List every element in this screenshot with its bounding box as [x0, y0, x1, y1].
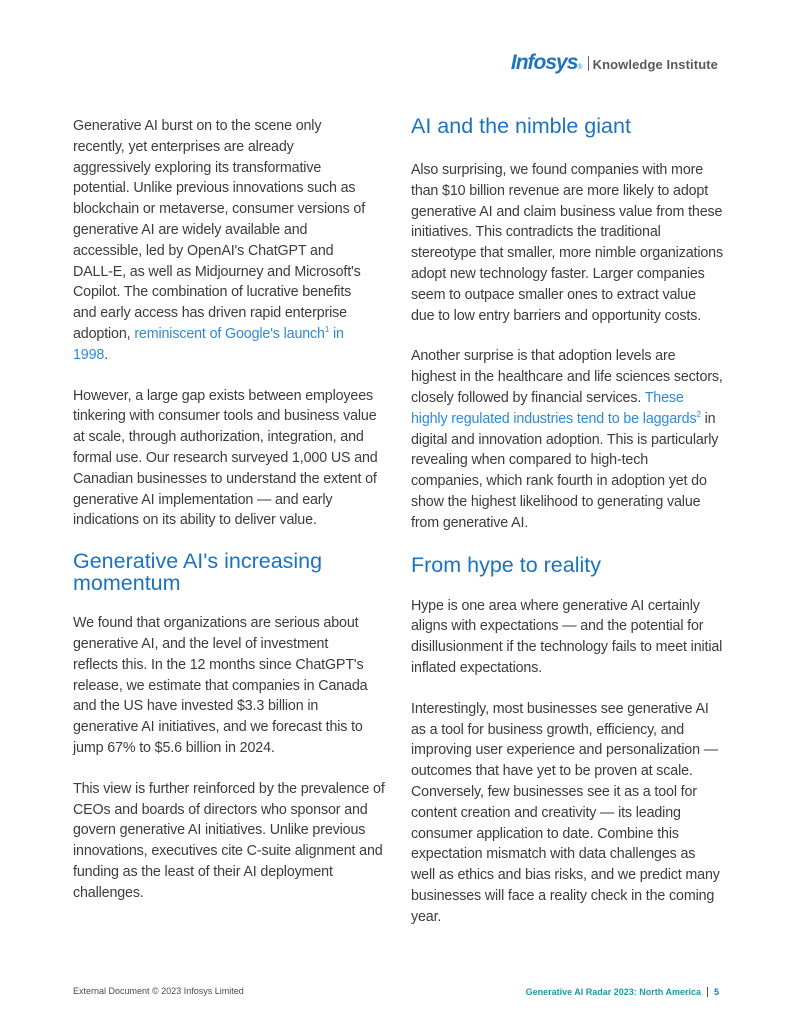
- sectors-paragraph: [411, 346, 723, 533]
- report-title: Generative AI Radar 2023: North America: [525, 987, 701, 997]
- logo-registered: ®: [577, 64, 583, 71]
- intro-paragraph: [73, 116, 373, 366]
- right-column: [411, 116, 723, 928]
- sectors-text-end: in digital and innovation adoption. This is particularly revealing when compared to high-tech companies, which rank fourth in adoption yet do show the highest likelihood to generating value from generative AI.: [411, 410, 719, 531]
- page-footer: [526, 987, 719, 997]
- gap-paragraph: However, a large gap exists between employees tinkering with consumer tools and business value at scale, through authorization, integration, and formal use. Our research surveyed 1,000 US and Canadian businesses to understand the extent of generative AI implementation — and early indications on its ability to deliver value.: [73, 387, 378, 529]
- businesses-paragraph: Interestingly, most businesses see generative AI as a tool for business growth, efficiency, and improving user experience and personalization — outcomes that have yet to be proven at scale. Conversely, few businesses see it as a tool for content creation and creativity — its leading consumer application to date. Combine this expectation mismatch with data challenges as well as ethics and bias risks, and we predict many businesses will face a reality check in the coming year.: [411, 700, 720, 925]
- logo-divider: [588, 56, 589, 71]
- hype-heading: From hype to reality: [411, 552, 601, 577]
- hype-paragraph: Hype is one area where generative AI certainly aligns with expectations — and the potential for disillusionment if the technology fails to meet initial inflated expectations.: [411, 597, 723, 676]
- footnote-ref-1: 1: [324, 324, 330, 334]
- ceo-paragraph: This view is further reinforced by the prevalence of CEOs and boards of directors who sponsor and govern generative AI initiatives. Unlike previous innovations, executives cite C-suite alignment and funding as the least of their AI deployment challenges.: [73, 780, 385, 901]
- revenue-paragraph: Also surprising, we found companies with more than $10 billion revenue are more likely to adopt generative AI and claim business value from these initiatives. This contradicts the traditional stereotype that smaller, more nimble organizations adopt new technology faster. Larger companies seem to outpace smaller ones to extract value due to low entry barriers and opportunity costs.: [411, 162, 723, 324]
- intro-end: .: [104, 346, 109, 363]
- page-number: 5: [713, 987, 719, 997]
- laggards-link-text: These highly regulated industries tend to be laggards: [411, 389, 697, 427]
- nimble-giant-heading: AI and the nimble giant: [411, 114, 631, 138]
- google-launch-link-text: reminiscent of Google's launch: [134, 325, 325, 342]
- logo-mark: Infosys: [510, 51, 578, 74]
- left-column: [73, 116, 388, 904]
- momentum-heading: Generative AI's increasing momentum: [73, 549, 323, 596]
- copyright-footer: External Document © 2023 Infosys Limited: [73, 986, 244, 996]
- infosys-logo: [511, 51, 718, 75]
- footer-divider: [707, 987, 708, 997]
- investment-paragraph: We found that organizations are serious about generative AI, and the level of investment reflects this. In the 12 months since ChatGPT's release, we estimate that companies in Canada and the US have invested $3.3 billion in generative AI initiatives, and we forecast this to jump 67% to $5.6 billion in 2024.: [73, 615, 368, 756]
- logo-subtitle: Knowledge Institute: [592, 57, 718, 72]
- footnote-ref-2: 2: [696, 409, 701, 419]
- google-launch-link-text-2: in 1998: [73, 325, 344, 363]
- intro-text: Generative AI burst on to the scene only recently, yet enterprises are already aggressively exploring its transformative potential. Unlike previous innovations such as blockchain or metaverse, consumer versions of generative AI are widely available and accessible, led by OpenAI's ChatGPT and DALL-E, as well as Midjourney and Microsoft's Copilot. The combination of lucrative benefits and early access has driven rapid enterprise adoption,: [73, 118, 366, 342]
- sectors-text: Another surprise is that adoption levels are highest in the healthcare and life sciences sectors, closely followed by financial services.: [411, 348, 723, 406]
